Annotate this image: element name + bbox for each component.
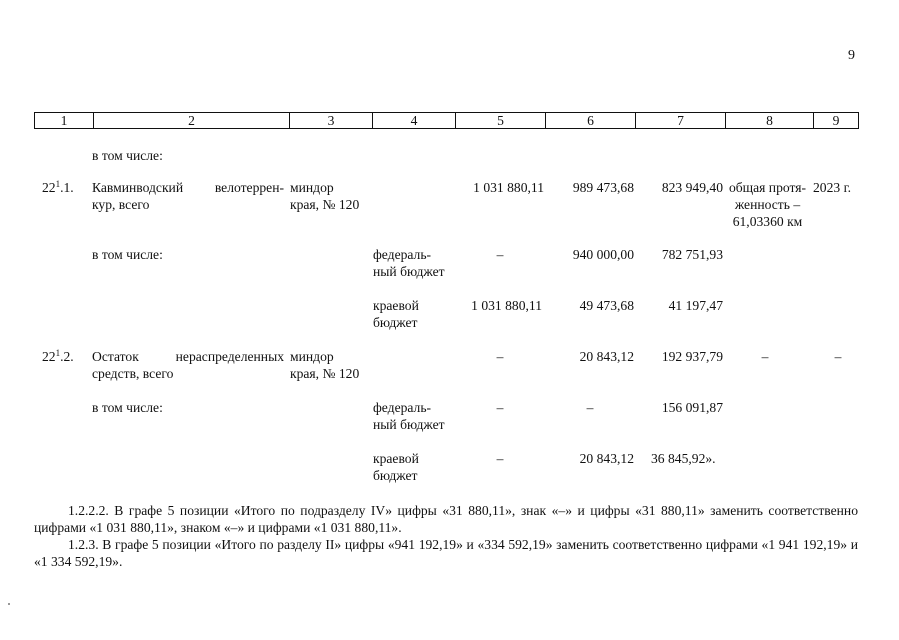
cell-col8-line2: женность – [734,197,801,212]
row-name-line2: кур, всего [92,197,150,212]
row-number: $22^1.2$. [42,348,74,364]
cell-col6: 20 843,12 [579,451,634,466]
cell-col5: 1 031 880,11 [471,298,542,313]
cell-col5: 1 031 880,11 [473,180,544,195]
cell-col7: 192 937,79 [661,349,723,364]
header-col-7: 7 [677,113,684,128]
page-number: 9 [848,48,855,63]
cell-col9: 2023 г. [813,180,852,195]
cell-col6: 20 843,12 [579,349,634,364]
row-name: в том числе: [92,400,163,415]
admin-line1: миндор [290,180,334,195]
admin-line2: края, № 120 [290,366,360,381]
cell-col5: – [496,349,504,364]
table-header-row [34,112,859,129]
cell-col6: – [586,400,594,415]
source-line2: ный бюджет [373,417,445,432]
cell-col6: 989 473,68 [572,180,634,195]
admin-line1: миндор [290,349,334,364]
cell-col6: 49 473,68 [579,298,634,313]
cell-col5: – [496,247,504,262]
paragraph-1-2-3: 1.2.3. В графе 5 позиции «Итого по разделу II» цифры «941 192,19» и «334 592,19» заменить соответственно цифрами «1 941 192,19» и «1 334 592,19». [34,537,858,569]
row-name: в том числе: [92,148,163,163]
cell-col8-line1: общая протя- [728,180,807,195]
cell-col5: – [496,451,504,466]
source-line2: бюджет [373,315,418,330]
header-col-3: 3 [327,113,335,128]
header-col-1: 1 [60,113,68,128]
cell-col7: 823 949,40 [661,180,723,195]
cell-col7: 782 751,93 [661,247,723,262]
row-name-line1: Остаток нераспределенных [92,349,284,364]
header-col-2: 2 [188,113,195,128]
cell-col9: – [834,349,842,364]
cell-col7: 156 091,87 [661,400,723,415]
cell-col7: 36 845,92». [651,451,716,466]
row-name: в том числе: [92,247,163,262]
source-line1: краевой [373,451,419,466]
header-col-5: 5 [497,113,504,128]
cell-col8: – [761,349,769,364]
admin-line2: края, № 120 [290,197,360,212]
source-line2: бюджет [373,468,418,483]
row-number: $22^1.1$. [42,179,74,195]
cell-col5: – [496,400,504,415]
row-name-line2: средств, всего [92,366,174,381]
source-line1: федераль- [373,400,432,415]
cell-col6: 940 000,00 [572,247,634,262]
cell-col8-line3: 61,03360 км [732,214,803,229]
source-line2: ный бюджет [373,264,445,279]
header-col-6: 6 [587,113,594,128]
header-col-9: 9 [832,113,840,128]
paragraph-1-2-2-2: 1.2.2.2. В графе 5 позиции «Итого по подразделу IV» цифры «31 880,11», знак «–» и цифры «31 880,11» заменить соответственно цифрами «1 031 880,11», знаком «–» и цифрами «1 031 880,11». [34,503,858,535]
source-line1: федераль- [373,247,432,262]
cell-col7: 41 197,47 [668,298,723,313]
source-line1: краевой [373,298,419,313]
header-col-8: 8 [766,113,773,128]
row-name-line1: Кавминводский велотеррен- [92,180,284,195]
header-col-4: 4 [410,113,418,128]
scan-speck [8,603,10,605]
